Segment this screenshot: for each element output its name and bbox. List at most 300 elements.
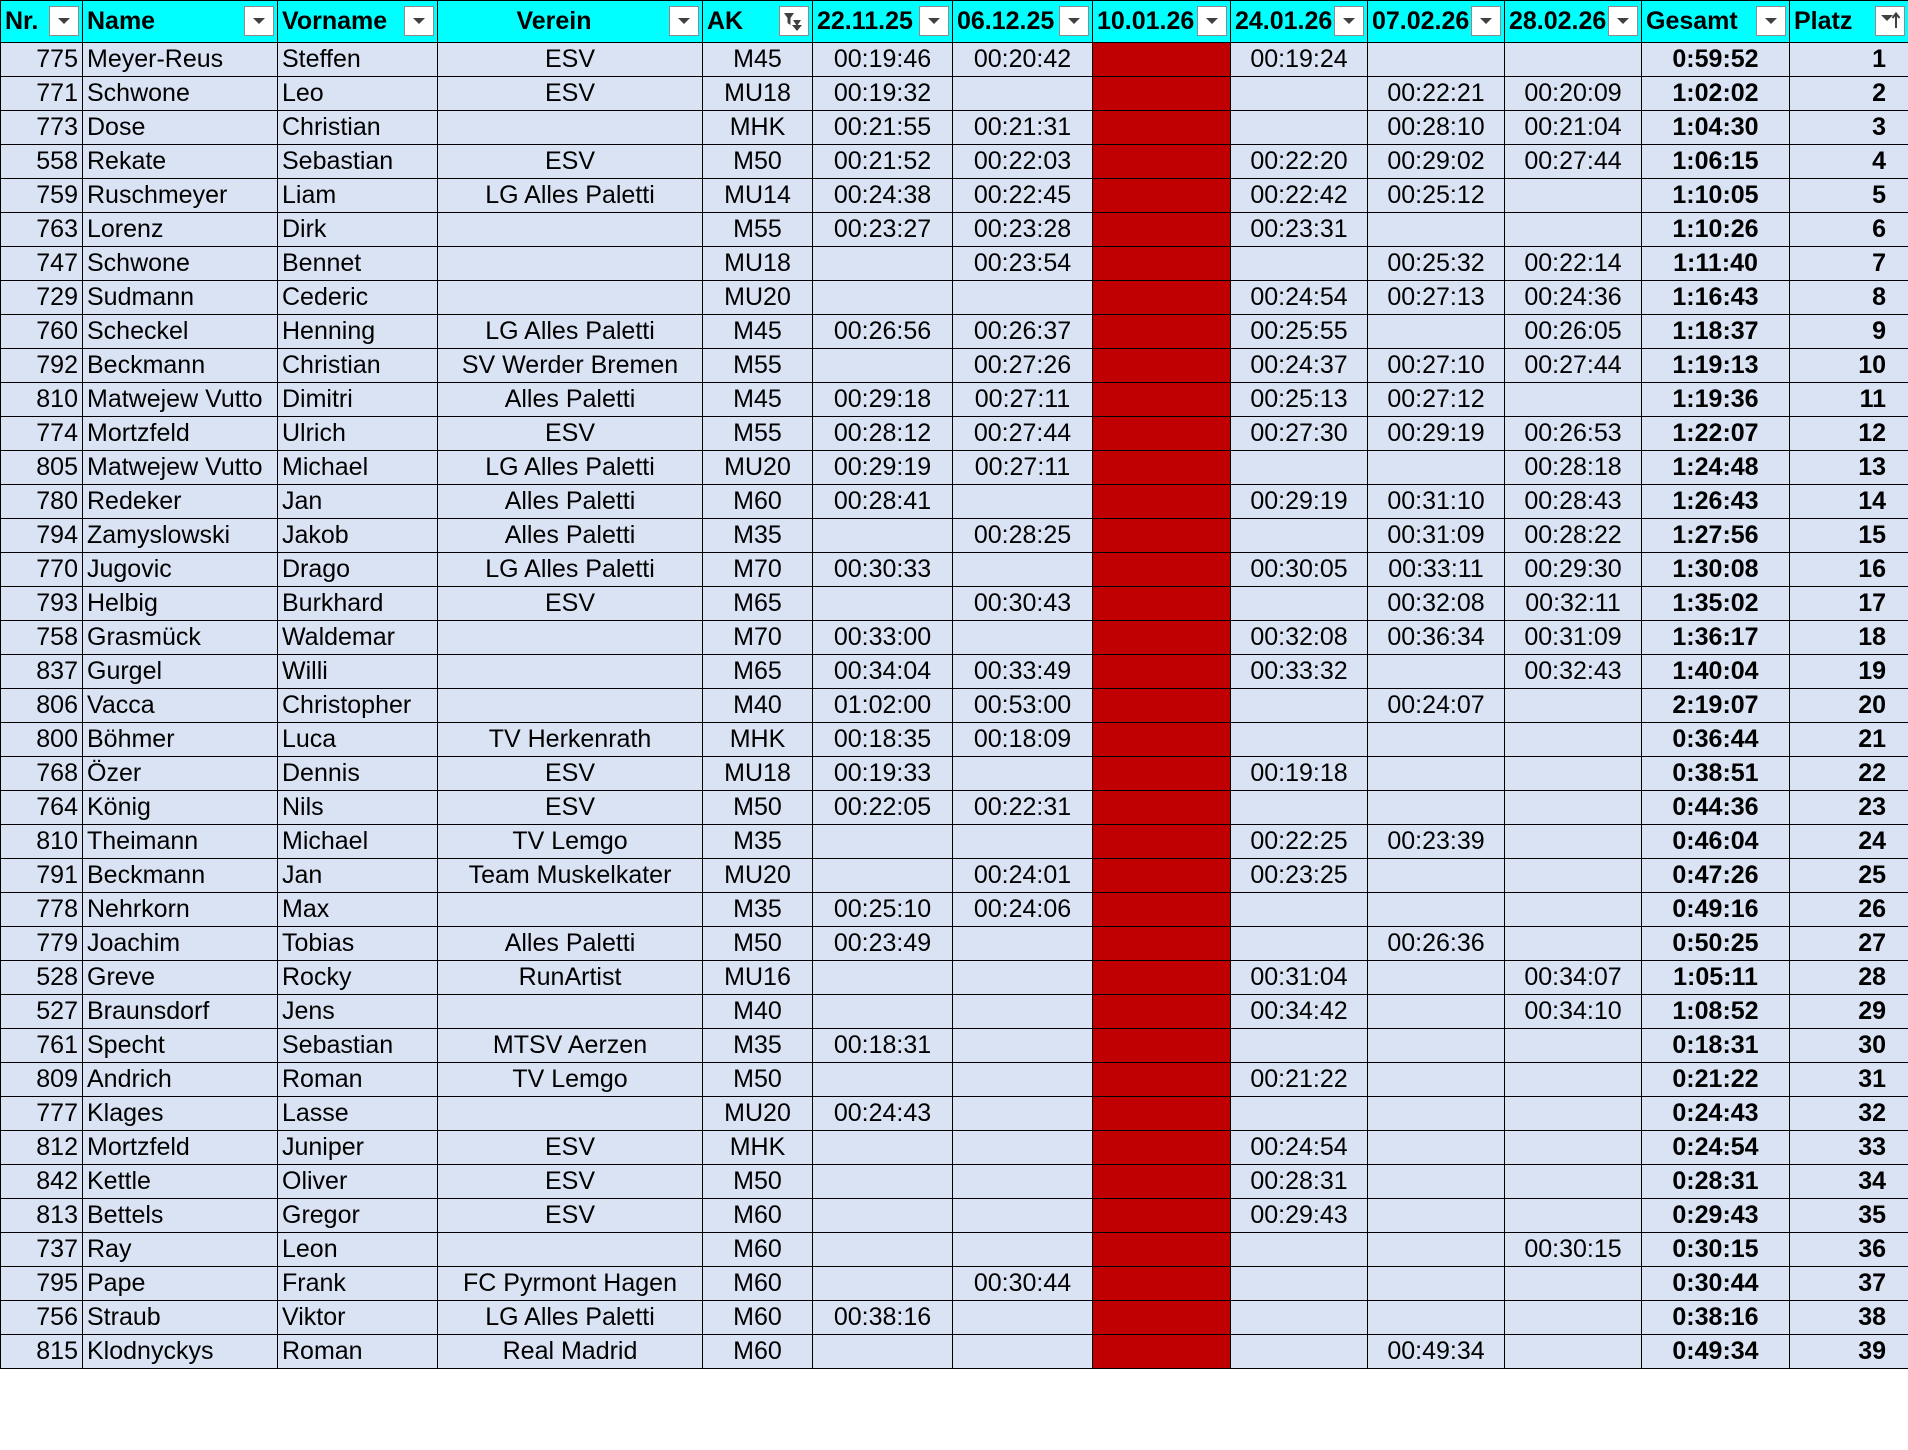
cell-time-5[interactable]: [1368, 1029, 1505, 1063]
cell-time-4[interactable]: 00:29:19: [1231, 485, 1368, 519]
cell-time-3-cancelled[interactable]: [1093, 587, 1231, 621]
cell-time-3-cancelled[interactable]: [1093, 723, 1231, 757]
cell-time-2[interactable]: 00:22:31: [953, 791, 1093, 825]
cell-vorname[interactable]: Ulrich: [278, 417, 438, 451]
cell-platz[interactable]: 21: [1790, 723, 1908, 757]
cell-platz[interactable]: 13: [1790, 451, 1908, 485]
cell-time-5[interactable]: 00:33:11: [1368, 553, 1505, 587]
cell-verein[interactable]: ESV: [438, 43, 703, 77]
cell-nr[interactable]: 793: [1, 587, 83, 621]
cell-platz[interactable]: 35: [1790, 1199, 1908, 1233]
cell-platz[interactable]: 14: [1790, 485, 1908, 519]
cell-time-3-cancelled[interactable]: [1093, 791, 1231, 825]
cell-nr[interactable]: 813: [1, 1199, 83, 1233]
cell-time-2[interactable]: [953, 1199, 1093, 1233]
cell-ak[interactable]: M70: [703, 553, 813, 587]
cell-ak[interactable]: M50: [703, 1165, 813, 1199]
cell-platz[interactable]: 26: [1790, 893, 1908, 927]
cell-name[interactable]: Dose: [83, 111, 278, 145]
cell-name[interactable]: Zamyslowski: [83, 519, 278, 553]
cell-ak[interactable]: M50: [703, 927, 813, 961]
cell-platz[interactable]: 12: [1790, 417, 1908, 451]
filter-dropdown-icon[interactable]: [1608, 6, 1638, 36]
cell-time-4[interactable]: 00:19:24: [1231, 43, 1368, 77]
cell-ak[interactable]: MU18: [703, 757, 813, 791]
cell-time-3-cancelled[interactable]: [1093, 145, 1231, 179]
cell-time-3-cancelled[interactable]: [1093, 1097, 1231, 1131]
cell-time-5[interactable]: 00:31:09: [1368, 519, 1505, 553]
cell-gesamt[interactable]: 1:22:07: [1642, 417, 1790, 451]
cell-gesamt[interactable]: 1:40:04: [1642, 655, 1790, 689]
cell-time-2[interactable]: 00:22:03: [953, 145, 1093, 179]
cell-time-4[interactable]: 00:31:04: [1231, 961, 1368, 995]
cell-nr[interactable]: 795: [1, 1267, 83, 1301]
cell-time-1[interactable]: 00:18:35: [813, 723, 953, 757]
cell-verein[interactable]: RunArtist: [438, 961, 703, 995]
cell-time-2[interactable]: 00:22:45: [953, 179, 1093, 213]
cell-time-1[interactable]: [813, 1267, 953, 1301]
cell-time-6[interactable]: [1505, 213, 1642, 247]
cell-time-4[interactable]: 00:22:25: [1231, 825, 1368, 859]
cell-time-1[interactable]: 00:38:16: [813, 1301, 953, 1335]
cell-time-4[interactable]: [1231, 1097, 1368, 1131]
cell-verein[interactable]: Alles Paletti: [438, 485, 703, 519]
filter-dropdown-icon[interactable]: [1471, 6, 1501, 36]
cell-time-6[interactable]: 00:28:22: [1505, 519, 1642, 553]
cell-time-3-cancelled[interactable]: [1093, 213, 1231, 247]
cell-nr[interactable]: 806: [1, 689, 83, 723]
cell-time-6[interactable]: 00:28:18: [1505, 451, 1642, 485]
cell-name[interactable]: Ray: [83, 1233, 278, 1267]
cell-time-3-cancelled[interactable]: [1093, 349, 1231, 383]
cell-name[interactable]: Klages: [83, 1097, 278, 1131]
cell-verein[interactable]: LG Alles Paletti: [438, 553, 703, 587]
cell-time-4[interactable]: [1231, 587, 1368, 621]
cell-time-4[interactable]: [1231, 723, 1368, 757]
cell-time-6[interactable]: [1505, 1301, 1642, 1335]
cell-platz[interactable]: 38: [1790, 1301, 1908, 1335]
cell-platz[interactable]: 30: [1790, 1029, 1908, 1063]
cell-time-4[interactable]: 00:33:32: [1231, 655, 1368, 689]
cell-time-2[interactable]: [953, 961, 1093, 995]
cell-time-3-cancelled[interactable]: [1093, 961, 1231, 995]
cell-time-4[interactable]: 00:29:43: [1231, 1199, 1368, 1233]
cell-ak[interactable]: M45: [703, 315, 813, 349]
cell-gesamt[interactable]: 0:50:25: [1642, 927, 1790, 961]
cell-platz[interactable]: 25: [1790, 859, 1908, 893]
cell-time-3-cancelled[interactable]: [1093, 927, 1231, 961]
header-date-5[interactable]: [1368, 1, 1505, 43]
cell-platz[interactable]: 10: [1790, 349, 1908, 383]
cell-name[interactable]: Bettels: [83, 1199, 278, 1233]
cell-platz[interactable]: 33: [1790, 1131, 1908, 1165]
cell-time-6[interactable]: 00:34:07: [1505, 961, 1642, 995]
cell-time-3-cancelled[interactable]: [1093, 111, 1231, 145]
cell-verein[interactable]: ESV: [438, 791, 703, 825]
cell-time-1[interactable]: 00:24:38: [813, 179, 953, 213]
cell-time-3-cancelled[interactable]: [1093, 1165, 1231, 1199]
cell-gesamt[interactable]: 1:16:43: [1642, 281, 1790, 315]
cell-verein[interactable]: ESV: [438, 1165, 703, 1199]
cell-gesamt[interactable]: 0:38:51: [1642, 757, 1790, 791]
cell-ak[interactable]: MHK: [703, 111, 813, 145]
cell-time-5[interactable]: [1368, 1063, 1505, 1097]
cell-vorname[interactable]: Jens: [278, 995, 438, 1029]
cell-ak[interactable]: M65: [703, 587, 813, 621]
cell-time-6[interactable]: [1505, 1131, 1642, 1165]
cell-vorname[interactable]: Tobias: [278, 927, 438, 961]
cell-time-1[interactable]: [813, 349, 953, 383]
cell-time-3-cancelled[interactable]: [1093, 43, 1231, 77]
cell-name[interactable]: Schwone: [83, 77, 278, 111]
cell-time-2[interactable]: [953, 1063, 1093, 1097]
cell-verein[interactable]: ESV: [438, 417, 703, 451]
cell-gesamt[interactable]: 1:04:30: [1642, 111, 1790, 145]
cell-time-1[interactable]: 00:28:41: [813, 485, 953, 519]
cell-nr[interactable]: 778: [1, 893, 83, 927]
cell-time-1[interactable]: 00:34:04: [813, 655, 953, 689]
cell-time-3-cancelled[interactable]: [1093, 1199, 1231, 1233]
cell-vorname[interactable]: Roman: [278, 1335, 438, 1369]
sort-ascending-icon[interactable]: [1875, 6, 1905, 36]
cell-time-3-cancelled[interactable]: [1093, 655, 1231, 689]
cell-verein[interactable]: [438, 281, 703, 315]
cell-platz[interactable]: 34: [1790, 1165, 1908, 1199]
cell-platz[interactable]: 5: [1790, 179, 1908, 213]
cell-name[interactable]: Beckmann: [83, 859, 278, 893]
filter-dropdown-icon[interactable]: [404, 6, 434, 36]
cell-verein[interactable]: TV Lemgo: [438, 1063, 703, 1097]
cell-time-1[interactable]: 00:19:33: [813, 757, 953, 791]
cell-nr[interactable]: 800: [1, 723, 83, 757]
cell-gesamt[interactable]: 1:18:37: [1642, 315, 1790, 349]
header-date-2[interactable]: [953, 1, 1093, 43]
cell-gesamt[interactable]: 0:30:44: [1642, 1267, 1790, 1301]
cell-time-5[interactable]: [1368, 859, 1505, 893]
cell-time-4[interactable]: 00:30:05: [1231, 553, 1368, 587]
cell-time-2[interactable]: [953, 1097, 1093, 1131]
cell-vorname[interactable]: Henning: [278, 315, 438, 349]
cell-time-2[interactable]: [953, 553, 1093, 587]
cell-time-3-cancelled[interactable]: [1093, 1063, 1231, 1097]
cell-verein[interactable]: Team Muskelkater: [438, 859, 703, 893]
cell-vorname[interactable]: Dirk: [278, 213, 438, 247]
cell-time-1[interactable]: 00:21:55: [813, 111, 953, 145]
cell-ak[interactable]: M50: [703, 791, 813, 825]
cell-nr[interactable]: 812: [1, 1131, 83, 1165]
cell-time-1[interactable]: [813, 1063, 953, 1097]
cell-gesamt[interactable]: 0:18:31: [1642, 1029, 1790, 1063]
cell-platz[interactable]: 28: [1790, 961, 1908, 995]
cell-name[interactable]: Schwone: [83, 247, 278, 281]
cell-verein[interactable]: Alles Paletti: [438, 927, 703, 961]
cell-time-4[interactable]: 00:21:22: [1231, 1063, 1368, 1097]
cell-vorname[interactable]: Cederic: [278, 281, 438, 315]
cell-name[interactable]: Greve: [83, 961, 278, 995]
cell-time-1[interactable]: 00:23:49: [813, 927, 953, 961]
cell-ak[interactable]: M60: [703, 1335, 813, 1369]
cell-time-6[interactable]: [1505, 893, 1642, 927]
cell-name[interactable]: Beckmann: [83, 349, 278, 383]
cell-time-5[interactable]: 00:27:13: [1368, 281, 1505, 315]
cell-gesamt[interactable]: 0:44:36: [1642, 791, 1790, 825]
cell-ak[interactable]: M50: [703, 1063, 813, 1097]
cell-time-4[interactable]: [1231, 927, 1368, 961]
cell-verein[interactable]: LG Alles Paletti: [438, 451, 703, 485]
cell-time-5[interactable]: [1368, 315, 1505, 349]
cell-time-5[interactable]: 00:22:21: [1368, 77, 1505, 111]
cell-time-1[interactable]: [813, 519, 953, 553]
cell-time-2[interactable]: 00:20:42: [953, 43, 1093, 77]
cell-time-2[interactable]: 00:18:09: [953, 723, 1093, 757]
cell-time-6[interactable]: 00:26:53: [1505, 417, 1642, 451]
cell-time-4[interactable]: [1231, 1301, 1368, 1335]
cell-vorname[interactable]: Christian: [278, 349, 438, 383]
cell-name[interactable]: Theimann: [83, 825, 278, 859]
cell-time-6[interactable]: [1505, 383, 1642, 417]
cell-gesamt[interactable]: 2:19:07: [1642, 689, 1790, 723]
cell-time-6[interactable]: [1505, 689, 1642, 723]
cell-platz[interactable]: 1: [1790, 43, 1908, 77]
cell-platz[interactable]: 18: [1790, 621, 1908, 655]
cell-platz[interactable]: 20: [1790, 689, 1908, 723]
cell-time-5[interactable]: 00:27:12: [1368, 383, 1505, 417]
cell-platz[interactable]: 11: [1790, 383, 1908, 417]
filter-dropdown-icon[interactable]: [1059, 6, 1089, 36]
cell-time-4[interactable]: [1231, 247, 1368, 281]
cell-time-4[interactable]: [1231, 451, 1368, 485]
cell-nr[interactable]: 794: [1, 519, 83, 553]
cell-vorname[interactable]: Michael: [278, 451, 438, 485]
cell-vorname[interactable]: Roman: [278, 1063, 438, 1097]
cell-vorname[interactable]: Steffen: [278, 43, 438, 77]
header-verein[interactable]: [438, 1, 703, 43]
cell-time-2[interactable]: [953, 1335, 1093, 1369]
cell-time-3-cancelled[interactable]: [1093, 281, 1231, 315]
cell-name[interactable]: Redeker: [83, 485, 278, 519]
cell-vorname[interactable]: Leo: [278, 77, 438, 111]
filter-dropdown-icon[interactable]: [669, 6, 699, 36]
cell-platz[interactable]: 39: [1790, 1335, 1908, 1369]
cell-time-2[interactable]: 00:27:11: [953, 383, 1093, 417]
cell-time-1[interactable]: [813, 1131, 953, 1165]
cell-vorname[interactable]: Sebastian: [278, 1029, 438, 1063]
cell-time-1[interactable]: 00:33:00: [813, 621, 953, 655]
cell-platz[interactable]: 17: [1790, 587, 1908, 621]
cell-ak[interactable]: MU20: [703, 451, 813, 485]
cell-gesamt[interactable]: 0:49:34: [1642, 1335, 1790, 1369]
cell-time-6[interactable]: 00:30:15: [1505, 1233, 1642, 1267]
cell-time-1[interactable]: 00:25:10: [813, 893, 953, 927]
cell-nr[interactable]: 774: [1, 417, 83, 451]
cell-time-6[interactable]: 00:22:14: [1505, 247, 1642, 281]
cell-gesamt[interactable]: 0:38:16: [1642, 1301, 1790, 1335]
cell-vorname[interactable]: Christian: [278, 111, 438, 145]
cell-time-5[interactable]: [1368, 655, 1505, 689]
cell-platz[interactable]: 23: [1790, 791, 1908, 825]
cell-time-5[interactable]: 00:23:39: [1368, 825, 1505, 859]
cell-vorname[interactable]: Willi: [278, 655, 438, 689]
cell-time-1[interactable]: 00:22:05: [813, 791, 953, 825]
cell-ak[interactable]: MU20: [703, 859, 813, 893]
cell-time-6[interactable]: 00:21:04: [1505, 111, 1642, 145]
cell-time-6[interactable]: [1505, 791, 1642, 825]
cell-time-1[interactable]: [813, 281, 953, 315]
cell-ak[interactable]: M60: [703, 1301, 813, 1335]
filter-dropdown-icon[interactable]: [1197, 6, 1227, 36]
cell-platz[interactable]: 7: [1790, 247, 1908, 281]
cell-time-5[interactable]: [1368, 1165, 1505, 1199]
cell-nr[interactable]: 756: [1, 1301, 83, 1335]
cell-ak[interactable]: M35: [703, 825, 813, 859]
header-platz[interactable]: [1790, 1, 1908, 43]
cell-name[interactable]: Pape: [83, 1267, 278, 1301]
cell-name[interactable]: Helbig: [83, 587, 278, 621]
cell-gesamt[interactable]: 0:24:43: [1642, 1097, 1790, 1131]
header-date-6[interactable]: [1505, 1, 1642, 43]
cell-gesamt[interactable]: 0:21:22: [1642, 1063, 1790, 1097]
cell-nr[interactable]: 775: [1, 43, 83, 77]
cell-nr[interactable]: 760: [1, 315, 83, 349]
cell-time-1[interactable]: 00:26:56: [813, 315, 953, 349]
cell-time-6[interactable]: [1505, 927, 1642, 961]
cell-time-5[interactable]: 00:29:19: [1368, 417, 1505, 451]
cell-nr[interactable]: 805: [1, 451, 83, 485]
cell-verein[interactable]: SV Werder Bremen: [438, 349, 703, 383]
cell-time-2[interactable]: 00:33:49: [953, 655, 1093, 689]
cell-time-4[interactable]: [1231, 1267, 1368, 1301]
cell-nr[interactable]: 810: [1, 825, 83, 859]
cell-verein[interactable]: ESV: [438, 77, 703, 111]
cell-time-3-cancelled[interactable]: [1093, 1233, 1231, 1267]
cell-name[interactable]: Scheckel: [83, 315, 278, 349]
cell-time-4[interactable]: 00:27:30: [1231, 417, 1368, 451]
cell-ak[interactable]: M50: [703, 145, 813, 179]
cell-time-4[interactable]: [1231, 77, 1368, 111]
header-date-4[interactable]: [1231, 1, 1368, 43]
cell-time-2[interactable]: 00:21:31: [953, 111, 1093, 145]
cell-time-1[interactable]: 00:23:27: [813, 213, 953, 247]
cell-time-2[interactable]: 00:28:25: [953, 519, 1093, 553]
cell-platz[interactable]: 6: [1790, 213, 1908, 247]
cell-name[interactable]: Grasmück: [83, 621, 278, 655]
cell-time-6[interactable]: [1505, 859, 1642, 893]
cell-ak[interactable]: M60: [703, 1267, 813, 1301]
cell-ak[interactable]: MU20: [703, 281, 813, 315]
cell-time-4[interactable]: 00:24:54: [1231, 281, 1368, 315]
cell-time-3-cancelled[interactable]: [1093, 859, 1231, 893]
cell-time-6[interactable]: [1505, 757, 1642, 791]
cell-time-1[interactable]: [813, 1165, 953, 1199]
cell-ak[interactable]: MU18: [703, 247, 813, 281]
cell-vorname[interactable]: Juniper: [278, 1131, 438, 1165]
cell-gesamt[interactable]: 1:11:40: [1642, 247, 1790, 281]
cell-nr[interactable]: 770: [1, 553, 83, 587]
filter-dropdown-icon[interactable]: [244, 6, 274, 36]
cell-time-3-cancelled[interactable]: [1093, 1267, 1231, 1301]
cell-name[interactable]: Mortzfeld: [83, 417, 278, 451]
cell-time-6[interactable]: 00:29:30: [1505, 553, 1642, 587]
cell-nr[interactable]: 558: [1, 145, 83, 179]
cell-time-6[interactable]: [1505, 825, 1642, 859]
cell-ak[interactable]: M40: [703, 995, 813, 1029]
cell-name[interactable]: Mortzfeld: [83, 1131, 278, 1165]
cell-ak[interactable]: MU20: [703, 1097, 813, 1131]
cell-time-1[interactable]: [813, 1335, 953, 1369]
cell-ak[interactable]: MU14: [703, 179, 813, 213]
cell-platz[interactable]: 15: [1790, 519, 1908, 553]
cell-time-3-cancelled[interactable]: [1093, 1131, 1231, 1165]
cell-time-3-cancelled[interactable]: [1093, 621, 1231, 655]
cell-nr[interactable]: 791: [1, 859, 83, 893]
cell-time-4[interactable]: 00:22:42: [1231, 179, 1368, 213]
cell-verein[interactable]: [438, 621, 703, 655]
cell-vorname[interactable]: Jan: [278, 859, 438, 893]
cell-platz[interactable]: 8: [1790, 281, 1908, 315]
cell-time-4[interactable]: [1231, 893, 1368, 927]
cell-vorname[interactable]: Waldemar: [278, 621, 438, 655]
cell-time-5[interactable]: 00:26:36: [1368, 927, 1505, 961]
cell-time-1[interactable]: [813, 859, 953, 893]
cell-time-4[interactable]: 00:23:25: [1231, 859, 1368, 893]
cell-nr[interactable]: 763: [1, 213, 83, 247]
cell-time-4[interactable]: 00:19:18: [1231, 757, 1368, 791]
cell-platz[interactable]: 36: [1790, 1233, 1908, 1267]
cell-time-1[interactable]: 00:18:31: [813, 1029, 953, 1063]
cell-name[interactable]: Matwejew Vutto: [83, 383, 278, 417]
cell-nr[interactable]: 792: [1, 349, 83, 383]
cell-time-4[interactable]: 00:34:42: [1231, 995, 1368, 1029]
cell-name[interactable]: Klodnyckys: [83, 1335, 278, 1369]
cell-ak[interactable]: M60: [703, 485, 813, 519]
cell-time-5[interactable]: [1368, 1131, 1505, 1165]
cell-time-2[interactable]: [953, 77, 1093, 111]
cell-time-2[interactable]: [953, 757, 1093, 791]
cell-time-6[interactable]: 00:31:09: [1505, 621, 1642, 655]
cell-time-6[interactable]: 00:20:09: [1505, 77, 1642, 111]
cell-time-5[interactable]: [1368, 1097, 1505, 1131]
cell-verein[interactable]: LG Alles Paletti: [438, 1301, 703, 1335]
cell-nr[interactable]: 773: [1, 111, 83, 145]
cell-verein[interactable]: [438, 1233, 703, 1267]
cell-time-2[interactable]: 00:30:44: [953, 1267, 1093, 1301]
cell-time-6[interactable]: [1505, 1063, 1642, 1097]
cell-time-2[interactable]: 00:26:37: [953, 315, 1093, 349]
cell-ak[interactable]: M45: [703, 43, 813, 77]
cell-platz[interactable]: 22: [1790, 757, 1908, 791]
cell-time-6[interactable]: [1505, 1267, 1642, 1301]
cell-time-2[interactable]: 00:30:43: [953, 587, 1093, 621]
header-nr[interactable]: [1, 1, 83, 43]
cell-time-5[interactable]: [1368, 757, 1505, 791]
cell-ak[interactable]: M35: [703, 519, 813, 553]
cell-ak[interactable]: M55: [703, 213, 813, 247]
cell-time-5[interactable]: [1368, 791, 1505, 825]
cell-time-6[interactable]: [1505, 723, 1642, 757]
cell-vorname[interactable]: Leon: [278, 1233, 438, 1267]
cell-nr[interactable]: 780: [1, 485, 83, 519]
cell-time-5[interactable]: [1368, 1267, 1505, 1301]
cell-time-2[interactable]: 00:24:01: [953, 859, 1093, 893]
cell-ak[interactable]: M55: [703, 349, 813, 383]
filter-active-icon[interactable]: [779, 6, 809, 36]
cell-time-3-cancelled[interactable]: [1093, 553, 1231, 587]
cell-verein[interactable]: [438, 213, 703, 247]
cell-time-5[interactable]: 00:49:34: [1368, 1335, 1505, 1369]
cell-verein[interactable]: [438, 655, 703, 689]
cell-verein[interactable]: ESV: [438, 757, 703, 791]
cell-ak[interactable]: MU16: [703, 961, 813, 995]
